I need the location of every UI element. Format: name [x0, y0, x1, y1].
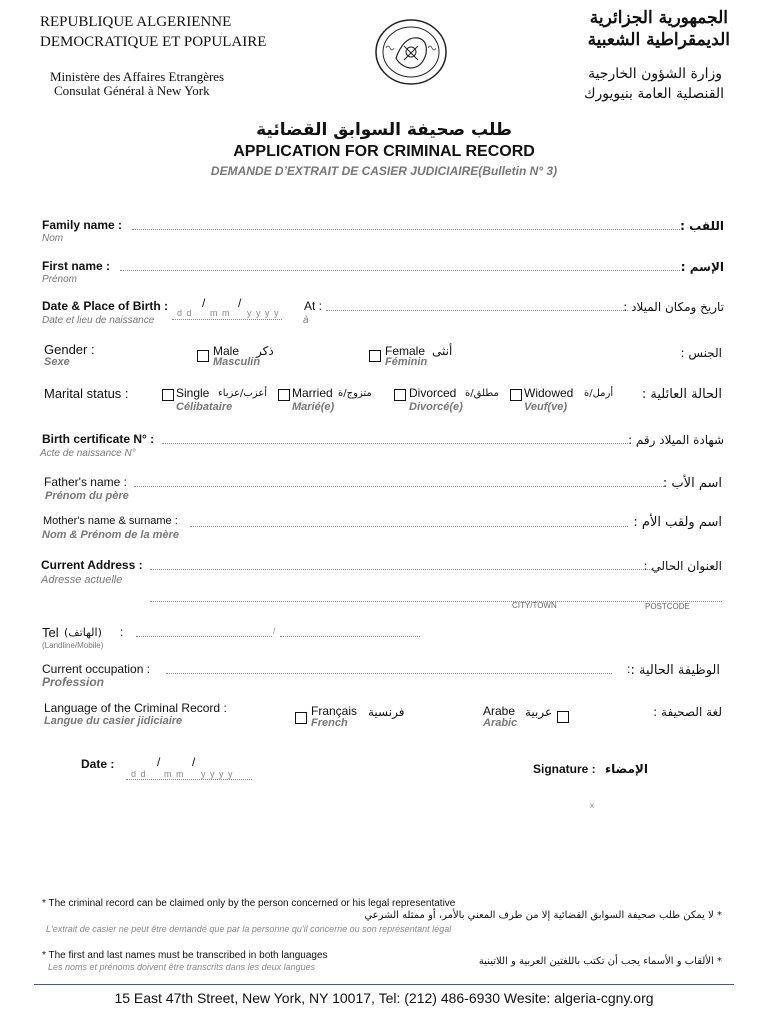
- gender-male-checkbox[interactable]: [197, 350, 209, 362]
- signature-ar: الإمضاء: [605, 762, 648, 776]
- family-name-sub: Nom: [42, 233, 64, 244]
- mother-sub: Nom & Prénom de la mère: [42, 529, 179, 541]
- mother-label: Mother's name & surname :: [43, 515, 178, 527]
- date-day-input[interactable]: d d: [131, 769, 147, 779]
- language-french-checkbox[interactable]: [295, 712, 307, 724]
- marital-widowed-checkbox[interactable]: [510, 389, 522, 401]
- language-french-ar: فرنسية: [368, 705, 405, 719]
- first-name-field[interactable]: [120, 270, 680, 271]
- header-fr-consulate: Consulat Général à New York: [54, 83, 210, 98]
- marital-divorced-fr: Divorcé(e): [409, 401, 463, 413]
- birth-cert-label: Birth certificate N° :: [42, 432, 155, 446]
- date-label: Date :: [81, 757, 115, 771]
- marital-label: Marital status :: [44, 386, 129, 401]
- father-sub: Prénom du père: [45, 490, 129, 502]
- mother-field[interactable]: [190, 526, 628, 527]
- address-ar: العنوان الحالي :: [643, 559, 722, 573]
- marital-divorced-ar: مطلق/ة: [465, 388, 499, 399]
- date-sep-1: /: [157, 755, 161, 769]
- address-postcode-label: POSTCODE: [645, 602, 690, 611]
- marital-ar: الحالة العائلية :: [641, 387, 722, 402]
- marital-married-label: Married: [292, 386, 333, 400]
- gender-female-checkbox[interactable]: [369, 350, 381, 362]
- birth-cert-sub: Acte de naissance N°: [40, 448, 136, 459]
- language-ar: لغة الصحيفة :: [653, 705, 722, 719]
- date-month-input[interactable]: m m: [164, 769, 185, 779]
- note-1-en: * The criminal record can be claimed only by the person concerned or his legal representative: [42, 898, 456, 909]
- family-name-label: Family name :: [42, 218, 123, 232]
- address-sub: Adresse actuelle: [41, 574, 123, 586]
- algeria-emblem-icon: [374, 18, 448, 86]
- signature-label: Signature :: [533, 762, 596, 776]
- address-field-line2[interactable]: [150, 601, 722, 602]
- marital-divorced-checkbox[interactable]: [394, 389, 406, 401]
- language-french-label: Français: [311, 704, 358, 718]
- tel-slash: /: [273, 627, 276, 636]
- note-1-fr: L'extrait de casier ne peut être demandé que par la personne qu'il concerne ou son représentant légal: [46, 924, 452, 934]
- gender-sub: Sexe: [44, 356, 70, 368]
- date-underline: [126, 779, 252, 780]
- header-fr-ministry: Ministère des Affaires Etrangères: [50, 69, 225, 84]
- date-sep-2: /: [192, 755, 196, 769]
- marital-widowed-ar: أرمل/ة: [584, 388, 614, 399]
- footer-address: 15 East 47th Street, New York, NY 10017, Tel: (212) 486-6930 Wesite: algeria-cgny.org: [114, 990, 654, 1006]
- marital-single-fr: Célibataire: [176, 401, 233, 413]
- header-ar-democratic: الديمقراطية الشعبية: [587, 30, 730, 50]
- header-ar-ministry: وزارة الشؤون الخارجية: [588, 66, 722, 82]
- language-arabic-label: Arabe: [483, 704, 516, 718]
- birth-at-label: At :: [304, 299, 323, 313]
- gender-female-ar: أنثى: [432, 344, 453, 358]
- occupation-label: Current occupation :: [42, 662, 151, 676]
- gender-female-label: Female: [385, 344, 426, 358]
- first-name-sub: Prénom: [42, 274, 78, 285]
- birth-place-field[interactable]: [326, 310, 628, 311]
- header-fr-republic: REPUBLIQUE ALGERIENNE: [40, 14, 232, 30]
- marital-single-label: Single: [176, 386, 210, 400]
- title-arabic: طلب صحيفة السوابق القضائية: [256, 120, 512, 140]
- father-ar: اسم الأب :: [662, 476, 722, 491]
- occupation-field[interactable]: [166, 673, 612, 674]
- birth-date-underline: [172, 319, 282, 320]
- language-label: Language of the Criminal Record :: [44, 701, 227, 715]
- gender-male-label: Male: [213, 344, 240, 358]
- occupation-sub: Profession: [42, 675, 105, 689]
- tel-mobile-field[interactable]: [280, 636, 420, 637]
- language-french-en: French: [311, 717, 348, 729]
- marital-married-ar: متزوج/ة: [338, 388, 372, 399]
- birth-ar: تاريخ ومكان الميلاد :: [623, 300, 724, 314]
- birth-year-input[interactable]: y y y y: [247, 308, 280, 318]
- first-name-ar: الإسم :: [680, 260, 724, 274]
- marital-married-checkbox[interactable]: [278, 389, 290, 401]
- mother-ar: اسم ولقب الأم :: [633, 515, 722, 530]
- birth-day-input[interactable]: d d: [177, 308, 193, 318]
- birth-cert-field[interactable]: [162, 443, 628, 444]
- address-label: Current Address :: [41, 558, 143, 572]
- note-2-ar: * الألقاب و الأسماء يجب أن تكتب باللغتين العربية و اللاتينية: [478, 956, 722, 967]
- family-name-field[interactable]: [132, 229, 680, 230]
- header-ar-consulate: القنصلية العامة بنيويورك: [583, 86, 724, 102]
- birth-month-input[interactable]: m m: [210, 308, 231, 318]
- birth-label: Date & Place of Birth :: [42, 299, 169, 313]
- marital-married-fr: Marié(e): [292, 401, 335, 413]
- marital-single-ar: أعزب/عزباء: [218, 388, 268, 399]
- language-arabic-ar: عربية: [525, 705, 553, 719]
- first-name-label: First name :: [42, 259, 111, 273]
- language-arabic-checkbox[interactable]: [557, 711, 569, 723]
- title-english: APPLICATION FOR CRIMINAL RECORD: [233, 143, 535, 160]
- date-year-input[interactable]: y y y y: [201, 769, 234, 779]
- address-field-line1[interactable]: [150, 569, 652, 570]
- father-label: Father's name :: [44, 475, 127, 489]
- language-arabic-en: Arabic: [483, 717, 518, 729]
- tel-ar: (الهاتف): [64, 626, 102, 639]
- father-field[interactable]: [134, 486, 664, 487]
- marital-divorced-label: Divorced: [409, 386, 457, 400]
- note-2-en: * The first and last names must be transcribed in both languages: [42, 950, 328, 961]
- signature-field[interactable]: x: [590, 801, 594, 810]
- tel-landline-field[interactable]: [136, 636, 272, 637]
- language-sub: Langue du casier jidiciaire: [44, 715, 183, 727]
- marital-widowed-fr: Veuf(ve): [524, 401, 567, 413]
- birth-sep-2: /: [238, 296, 242, 310]
- note-2-fr: Les noms et prénoms doivent être transcrits dans les deux langues: [48, 962, 316, 972]
- title-french: DEMANDE D’EXTRAIT DE CASIER JUDICIAIRE(Bulletin N° 3): [210, 164, 558, 178]
- occupation-colon: :: [627, 662, 631, 676]
- gender-label: Gender :: [44, 342, 95, 357]
- gender-male-ar: ذكر: [256, 344, 274, 358]
- birth-at-sub: à: [303, 315, 309, 326]
- header-ar-republic: الجمهورية الجزائرية: [589, 8, 728, 28]
- marital-single-checkbox[interactable]: [162, 389, 174, 401]
- birth-sep-1: /: [202, 296, 206, 310]
- marital-widowed-label: Widowed: [524, 386, 574, 400]
- footer-divider: [34, 984, 734, 985]
- gender-female-fr: Féminin: [385, 356, 428, 368]
- family-name-ar: اللقب :: [680, 219, 724, 233]
- address-city-label: CITY/TOWN: [512, 601, 557, 610]
- tel-sub: (Landline/Mobile): [42, 641, 104, 650]
- header-fr-democratic: DEMOCRATIQUE ET POPULAIRE: [40, 34, 267, 50]
- gender-ar: الجنس :: [680, 346, 722, 360]
- tel-colon: :: [120, 625, 124, 639]
- note-1-ar: * لا يمكن طلب صحيفة السوابق القضائية إلا من طرف المعني بالأمر، أو ممثله الشرعي: [364, 910, 722, 921]
- tel-label: Tel: [42, 625, 59, 640]
- occupation-ar: الوظيفة الحالية :: [630, 663, 720, 678]
- birth-cert-ar: شهادة الميلاد رقم :: [628, 433, 724, 447]
- birth-sub: Date et lieu de naissance: [42, 315, 155, 326]
- gender-male-fr: Masculin: [213, 356, 261, 368]
